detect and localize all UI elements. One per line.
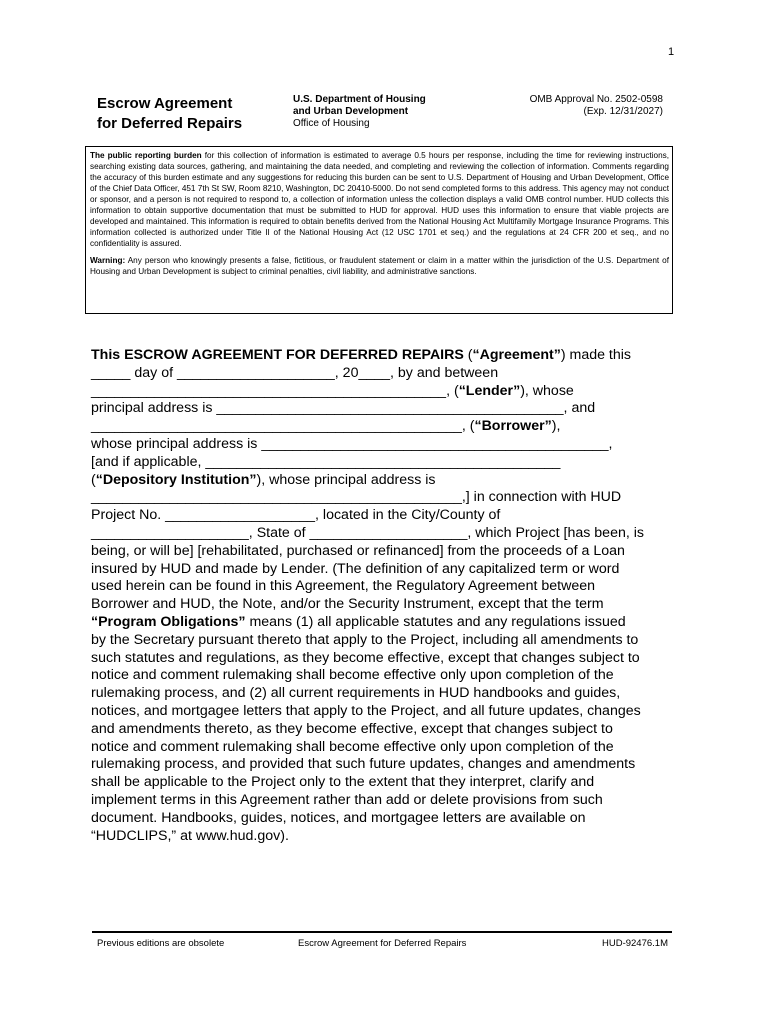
body-line: document. Handbooks, guides, notices, and mortgagee letters are available on <box>91 809 586 826</box>
omb-approval-number: OMB Approval No. 2502-0598 <box>529 94 663 105</box>
agreement-name: This ESCROW AGREEMENT FOR DEFERRED REPAIRS <box>91 347 464 363</box>
body-line: shall be applicable to the Project only to the extent that they interpret, clarify and <box>91 774 595 791</box>
body-line <box>91 614 685 632</box>
warning-text: Any person who knowingly presents a false, fictitious, or fraudulent statement or claim in a matter within the jurisdiction of the U.S. Department of Housing and Urban Development is subject to criminal penalties, civil liability, and administrative sanctions. <box>90 256 669 276</box>
footer-editions-note: Previous editions are obsolete <box>97 938 225 949</box>
warning-statement <box>90 255 669 277</box>
burden-lead: The public reporting burden <box>90 151 202 160</box>
body-text: _______________________________________________, ( <box>91 418 475 435</box>
body-text: means (1) all applicable statutes and any regulations issued <box>245 613 626 630</box>
defined-term-depository: “Depository Institution” <box>95 471 257 488</box>
body-line: notices, and mortgagee letters that apply to the Project, and all future updates, changes <box>91 702 641 719</box>
document-title-line-1: Escrow Agreement <box>97 95 233 112</box>
document-title-line-2: for Deferred Repairs <box>97 115 243 132</box>
body-line: rulemaking process, and provided that such future updates, changes and amendments <box>91 756 636 773</box>
defined-term-agreement: “Agreement” <box>472 347 561 363</box>
body-line: notice and comment rulemaking shall become effective only upon completion of the <box>91 667 614 684</box>
body-line: used herein can be found in this Agreement, the Regulatory Agreement between <box>91 578 595 595</box>
footer-divider <box>92 931 672 933</box>
body-line: Project No. ___________________, located in the City/County of <box>91 507 501 524</box>
body-text: _____________________________________________, ( <box>91 382 459 399</box>
document-title <box>97 94 242 134</box>
body-line: and amendments thereto, as they become effective, except that changes subject to <box>91 720 613 737</box>
defined-term-borrower: “Borrower” <box>474 418 552 435</box>
body-line: being, or will be] [rehabilitated, purchased or refinanced] from the proceeds of a Loan <box>91 542 625 559</box>
body-line: whose principal address is ____________________________________________, <box>91 435 613 452</box>
body-text: ( <box>463 347 473 363</box>
warning-lead: Warning: <box>90 256 126 265</box>
agreement-body <box>91 347 685 845</box>
body-line: “HUDCLIPS,” at www.hud.gov). <box>91 827 289 844</box>
footer-form-number: HUD-92476.1M <box>602 938 668 949</box>
burden-statement <box>90 150 669 249</box>
body-line <box>91 472 685 490</box>
agency-line-1: U.S. Department of Housing <box>293 94 426 105</box>
body-line: [and if applicable, _____________________________________________ <box>91 453 561 470</box>
agency-line-2: and Urban Development <box>293 106 409 117</box>
body-line: such statutes and regulations, as they become effective, except that changes subject to <box>91 649 640 666</box>
public-burden-notice <box>85 146 673 314</box>
body-text: ), whose <box>520 382 574 399</box>
body-text: ), <box>551 418 561 435</box>
omb-expiration: (Exp. 12/31/2027) <box>583 106 663 117</box>
body-line: by the Secretary pursuant thereto that apply to the Project, including all amendments to <box>91 631 639 648</box>
body-line <box>91 383 685 401</box>
defined-term-lender: “Lender” <box>458 382 521 399</box>
agency-office: Office of Housing <box>293 118 370 129</box>
body-text: ), whose principal address is <box>256 471 436 488</box>
body-text: ) made this <box>560 347 632 363</box>
body-line: _______________________________________________,] in connection with HUD <box>91 489 622 506</box>
footer-form-title: Escrow Agreement for Deferred Repairs <box>298 938 467 949</box>
body-line: notice and comment rulemaking shall become effective only upon completion of the <box>91 738 614 755</box>
body-line <box>91 418 685 436</box>
body-line: rulemaking process, and (2) all current requirements in HUD handbooks and guides, <box>91 685 621 702</box>
page-number: 1 <box>668 46 675 58</box>
defined-term-program-obligations: “Program Obligations” <box>91 613 246 630</box>
burden-text: for this collection of information is estimated to average 0.5 hours per response, including the time for reviewing instructions, searching existing data sources, gathering, and maintaining the data needed, and completing and reviewing the collection of information. Comments regarding the accuracy of this burden estimate and any suggestions for reducing this burden can be sent to U.S. Department of Housing and Urban Development, Office of the Chief Data Officer, 451 7th St SW, Room 8210, Washington, DC 20410-5000. Do not send completed forms to this address. This agency may not conduct or sponsor, and a person is not required to respond to, a collection of information unless the collection displays a valid OMB control number. HUD collects this information to obtain supportive documentation that must be submitted to HUD for approval. HUD uses this information to ensure that viable projects are developed and maintained. This information is required to obtain benefits derived from the National Housing Act Multifamily Mortgage Insurance Programs. This information collected is authorized under Title II of the National Housing Act (12 USC 1701 et seq.) and the regulations at 24 CFR 200 et seq., and no confidentiality is assured. <box>90 151 669 248</box>
body-line <box>91 347 685 365</box>
body-line: implement terms in this Agreement rather than add or delete provisions from such <box>91 791 603 808</box>
body-text: ( <box>91 471 96 488</box>
body-line: principal address is ____________________________________________, and <box>91 400 596 417</box>
agency-block <box>293 94 426 130</box>
body-line: Borrower and HUD, the Note, and/or the Security Instrument, except that the term <box>91 596 604 613</box>
omb-block <box>511 94 663 118</box>
body-line: _____ day of ____________________, 20____, by and between <box>91 364 499 381</box>
body-line: ____________________, State of ____________________, which Project [has been, is <box>91 524 644 541</box>
body-line: insured by HUD and made by Lender. (The definition of any capitalized term or word <box>91 560 620 577</box>
